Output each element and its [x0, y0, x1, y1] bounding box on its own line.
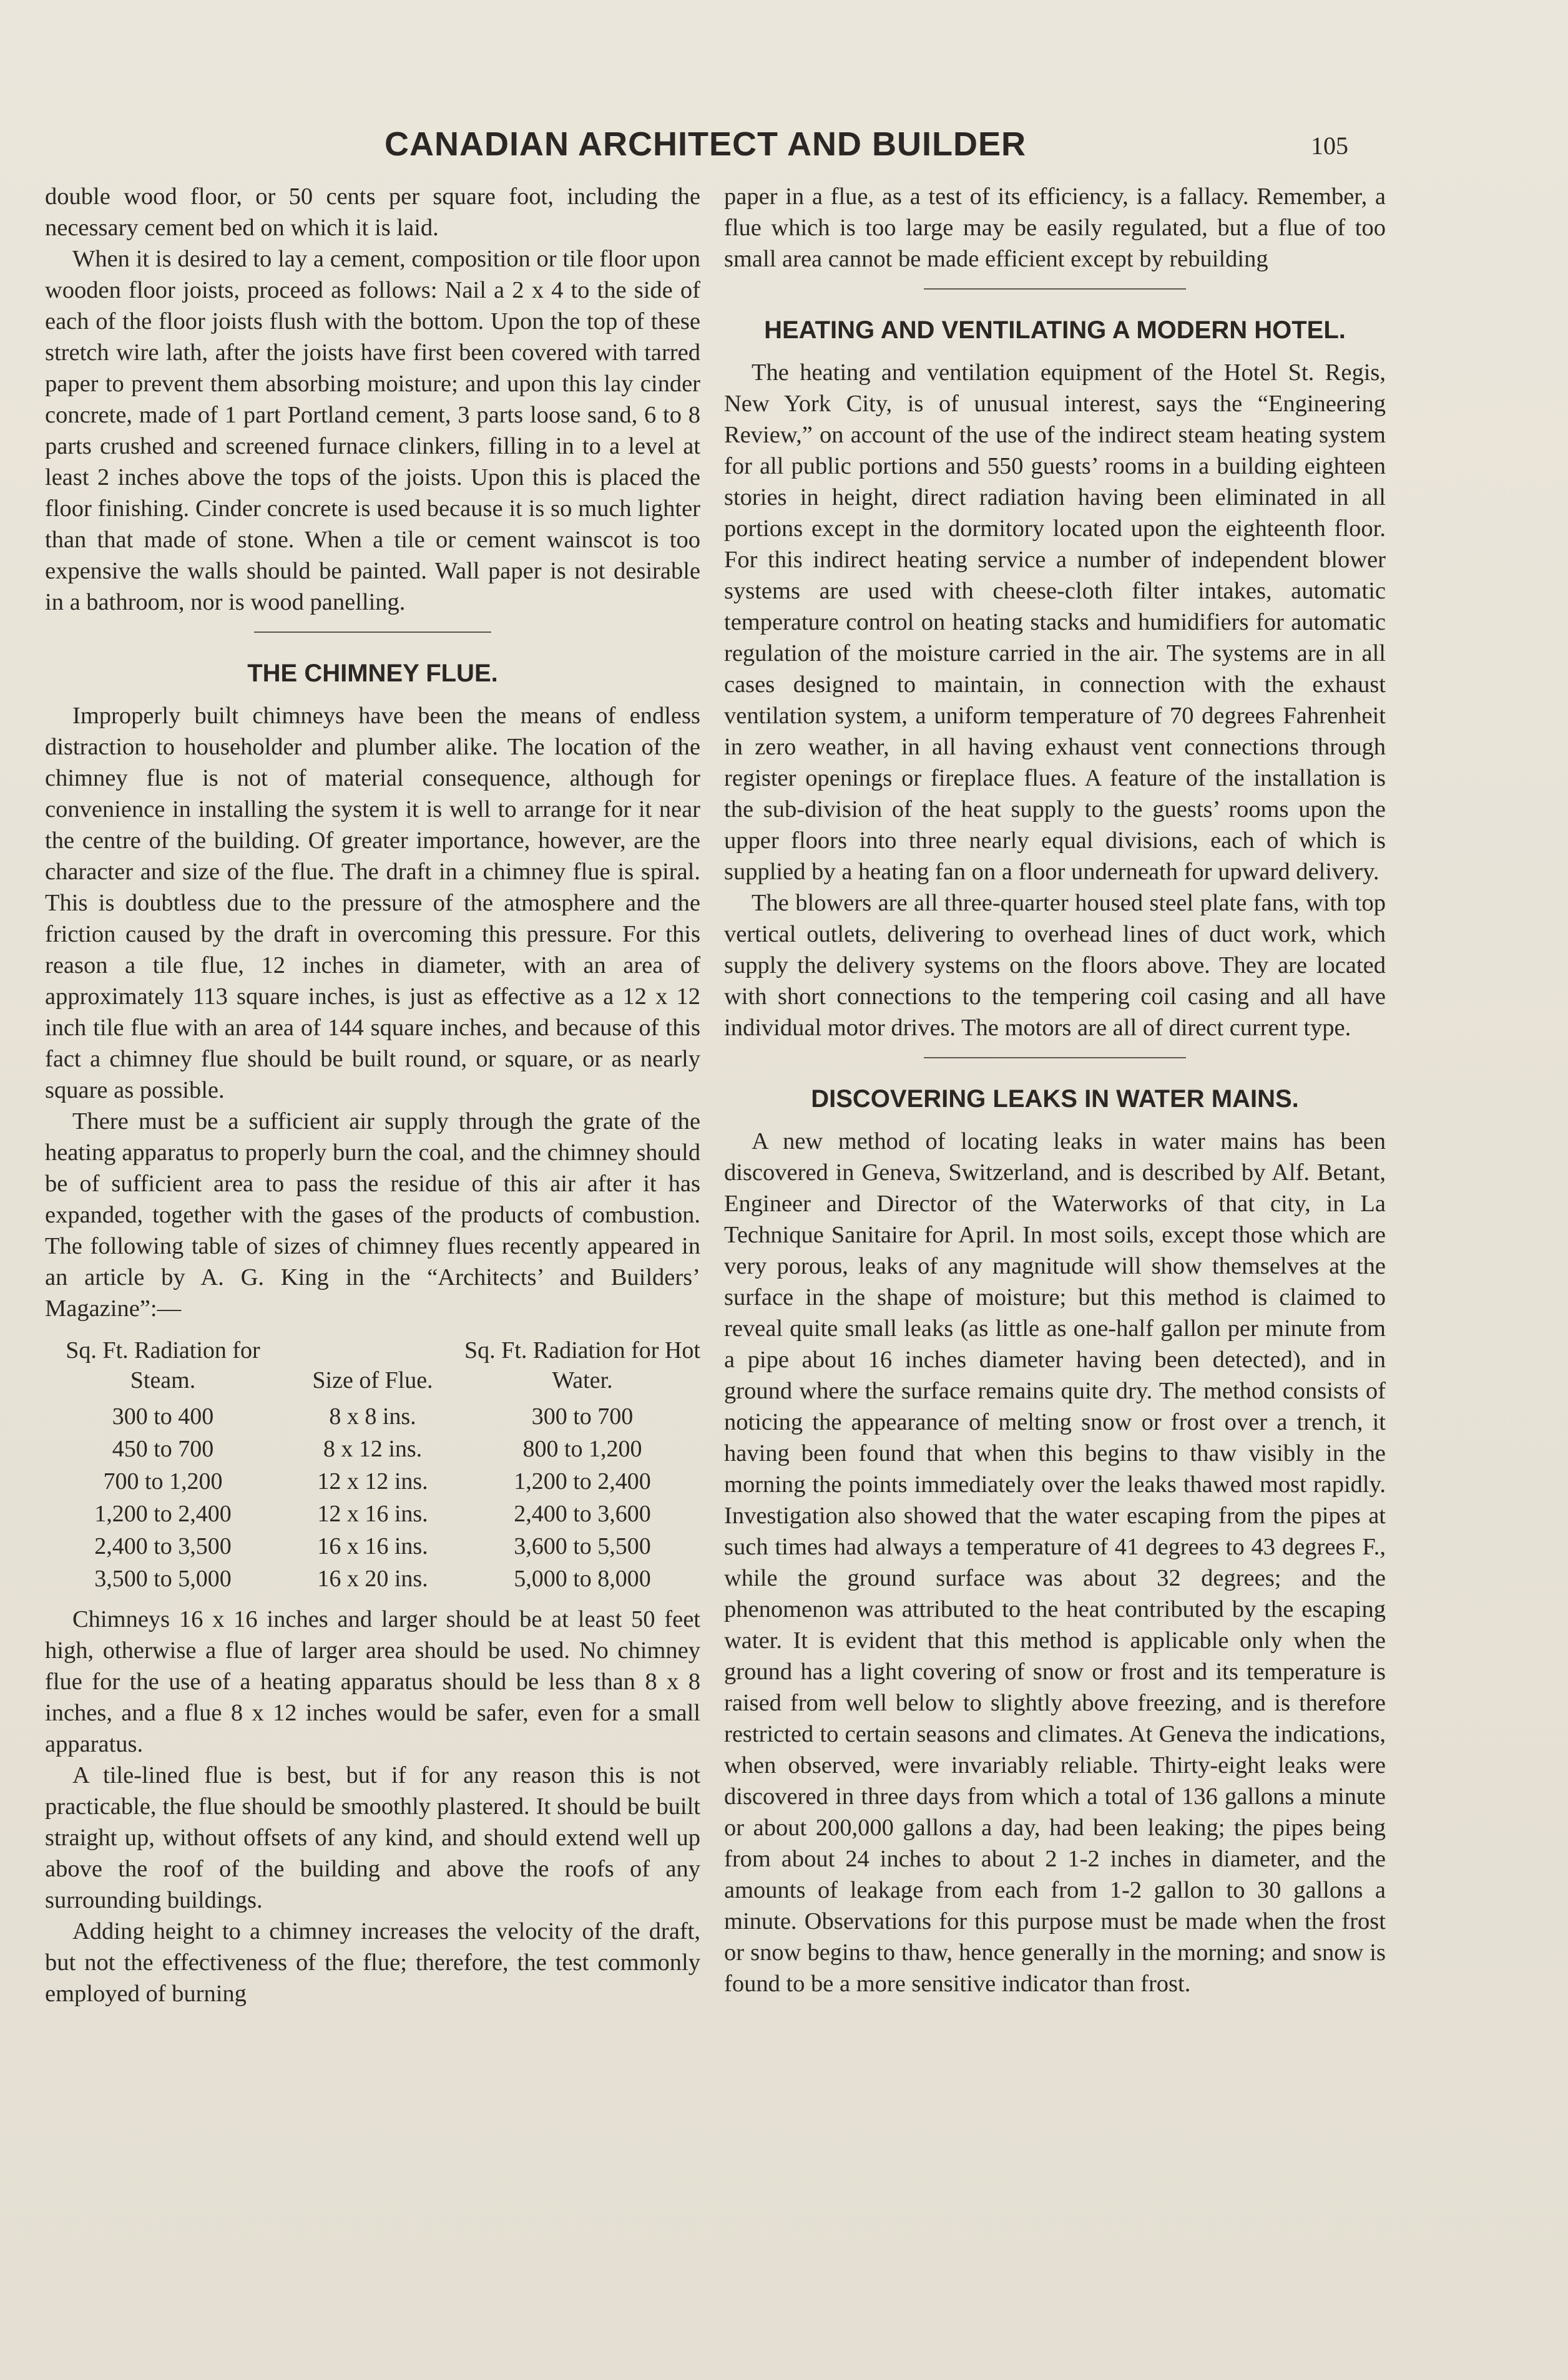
page-number: 105 — [1311, 132, 1348, 160]
table-cell: 12 x 12 ins. — [317, 1468, 428, 1495]
leaks-paragraph: A new method of locating leaks in water mains has been discovered in Geneva, Switzerland, and is described by Alf. Betant, Engineer and Director of the Waterworks of that city, in La Technique Sanitaire for April. In most soils, except those which are very porous, leaks of any magnitude will show themselves at the surface in the shape of moisture; but this method is claimed to reveal quite small leaks (as little as one-half gallon per minute from a pipe about 16 inches diameter having been detected), and in ground where the surface remains quite dry. The method consists of noticing the appearance of melting snow or frost over a trench, it having been found that when this begins to thaw visibly in the morning the points immediately over the leaks thawed most rapidly. Investigation also showed that the water escaping from the pipes at such times had always a temperature of 41 degrees to 43 degrees F., while the ground surface was about 32 degrees; and the phenomenon was attributed to the heat contributed by the escaping water. It is evident that this method is applicable only when the ground has a light covering of snow or frost and its temperature is raised from well below to slightly above freezing, and is therefore restricted to certain seasons and climates. At Geneva the indications, when observed, were invariably reliable. Thirty-eight leaks were discovered in three days from which a total of 136 gallons a minute or about 200,000 gallons a day, had been leaking; the pipes being from about 24 inches to about 2 1-2 inches in diameter, and the amounts of leakage from each from 1-2 gallon to 30 gallons a minute. Observations for this purpose must be made when the frost or snow begins to thaw, hence generally in the morning; and snow is found to be a more sensitive indicator than frost. — [724, 1128, 1386, 1997]
table-cell: 3,500 to 5,000 — [94, 1566, 232, 1592]
chimney-paragraph-3: Chimneys 16 x 16 inches and larger should be at least 50 feet high, otherwise a flue of larger area should be used. No chimney flue for the use of a heating apparatus should be less than 8 x 8 inches, and a flue 8 x 12 inches would be safer, even for a small apparatus. — [45, 1606, 700, 1757]
table-cell: 300 to 700 — [531, 1403, 634, 1430]
section-divider — [254, 632, 491, 633]
section-divider — [924, 288, 1186, 290]
table-cell: 16 x 16 ins. — [317, 1533, 428, 1559]
table-cell: 1,200 to 2,400 — [514, 1468, 651, 1495]
chimney-flue-table — [45, 1335, 700, 1595]
table-cell: 16 x 20 ins. — [317, 1566, 428, 1592]
chimney-paragraph-4: A tile-lined flue is best, but if for any reason this is not practicable, the flue should be smoothly plastered. It should be built straight up, without offsets of any kind, and should extend well up above the roof of the building and above the roofs of any surrounding buildings. — [45, 1762, 700, 1913]
table-cell: 12 x 16 ins. — [317, 1501, 428, 1527]
table-cell: 700 to 1,200 — [103, 1468, 223, 1495]
table-cell: 450 to 700 — [112, 1436, 214, 1462]
table-row — [45, 1433, 700, 1465]
section-divider — [924, 1057, 1186, 1058]
hotel-paragraph-1: The heating and ventilation equipment of the Hotel St. Regis, New York City, is of unusual interest, says the “Engineering Review,” on account of the use of the indirect steam heating system for all public portions and 550 guests’ rooms in a building eighteen stories in height, direct radiation having been eliminated in all portions except in the dormitory located upon the eighteenth floor. For this indirect heating service a number of independent blower systems are used with cheese-cloth filter intakes, automatic temperature control on heating stacks and humidifiers for automatic regulation of the moisture carried in the air. The systems are in all cases designed to maintain, in connection with the exhaust ventilation system, a uniform temperature of 70 degrees Fahrenheit in zero weather, in all having exhaust vent connections through register openings or fireplace flues. A feature of the installation is the sub-division of the heat supply to the guests’ rooms upon the upper floors into three nearly equal divisions, each of which is supplied by a heating fan on a floor underneath for upward delivery. — [724, 359, 1386, 885]
col-header-steam: Sq. Ft. Radiation for Steam. — [66, 1337, 260, 1393]
tile-floor-paragraph: When it is desired to lay a cement, composition or tile floor upon wooden floor joists, proceed as follows: Nail a 2 x 4 to the side of each of the floor joists flush with the bottom. Upon the top of these stretch wire lath, after the joists have first been covered with tarred paper to prevent them absorbing moisture; and upon this lay cinder concrete, made of 1 part Portland cement, 3 parts loose sand, 6 to 8 parts crushed and screened furnace clinkers, filling in to a level at least 2 inches above the tops of the joists. Upon this is placed the floor finishing. Cinder concrete is used because it is so much lighter than that made of stone. When a tile or cement wainscot is too expensive the walls should be painted. Wall paper is not desirable in a bathroom, nor is wood panelling. — [45, 246, 700, 615]
chimney-paragraph-2: There must be a sufficient air supply through the grate of the heating apparatus to properly burn the coal, and the chimney should be of sufficient area to pass the residue of this air after it has expanded, together with the gases of the products of combustion. The following table of sizes of chimney flues recently appeared in an article by A. G. King in the “Architects’ and Builders’ Magazine”:— — [45, 1108, 700, 1322]
table-cell: 300 to 400 — [112, 1403, 214, 1430]
chimney-paragraph-continued: paper in a flue, as a test of its efficiency, is a fallacy. Remember, a flue which is too large may be easily regulated, but a flue of too small area cannot be made efficient except by rebuilding — [724, 183, 1386, 272]
col-header-flue-size: Size of Flue. — [312, 1367, 433, 1393]
table-header-row — [45, 1335, 700, 1400]
chimney-paragraph-5: Adding height to a chimney increases the velocity of the draft, but not the effectiveness of the flue; therefore, the test commonly employed of burning — [45, 1918, 700, 2007]
hotel-heating-heading: HEATING AND VENTILATING A MODERN HOTEL. — [764, 316, 1346, 344]
water-leaks-heading: DISCOVERING LEAKS IN WATER MAINS. — [811, 1085, 1299, 1113]
table-row — [45, 1498, 700, 1530]
running-header: CANADIAN ARCHITECT AND BUILDER — [385, 125, 1026, 163]
table-row — [45, 1465, 700, 1498]
table-cell: 1,200 to 2,400 — [94, 1501, 232, 1527]
table-cell: 8 x 8 ins. — [329, 1403, 416, 1430]
chimney-paragraph-1: Improperly built chimneys have been the means of endless distraction to householder and plumber alike. The location of the chimney flue is not of material consequence, although for convenience in installing the system it is well to arrange for it near the centre of the building. Of greater importance, however, are the character and size of the flue. The draft in a chimney flue is spiral. This is doubtless due to the pressure of the atmosphere and the friction caused by the draft in overcoming this pressure. For this reason a tile flue, 12 inches in diameter, with an area of approximately 113 square inches, is just as effective as a 12 x 12 inch tile flue with an area of 144 square inches, and because of this fact a chimney flue should be built round, or square, or as nearly square as possible. — [45, 703, 700, 1103]
chimney-flue-heading: THE CHIMNEY FLUE. — [247, 660, 498, 687]
table-cell: 800 to 1,200 — [522, 1436, 642, 1462]
table-row — [45, 1400, 700, 1433]
left-column — [45, 181, 700, 2009]
table-cell: 2,400 to 3,600 — [514, 1501, 651, 1527]
table-cell: 3,600 to 5,500 — [514, 1533, 651, 1559]
table-row — [45, 1563, 700, 1595]
table-cell: 8 x 12 ins. — [323, 1436, 423, 1462]
floor-paragraph-continued: double wood floor, or 50 cents per square foot, including the necessary cement bed on which it is laid. — [45, 183, 700, 241]
table-cell: 5,000 to 8,000 — [514, 1566, 651, 1592]
col-header-hot-water: Sq. Ft. Radiation for Hot Water. — [464, 1337, 700, 1393]
right-column — [724, 181, 1386, 1999]
table-row — [45, 1530, 700, 1563]
table-cell: 2,400 to 3,500 — [94, 1533, 232, 1559]
hotel-paragraph-2: The blowers are all three-quarter housed steel plate fans, with top vertical outlets, delivering to overhead lines of duct work, which supply the delivery systems on the floors above. They are located with short connections to the tempering coil casing and all have individual motor drives. The motors are all of direct current type. — [724, 890, 1386, 1041]
